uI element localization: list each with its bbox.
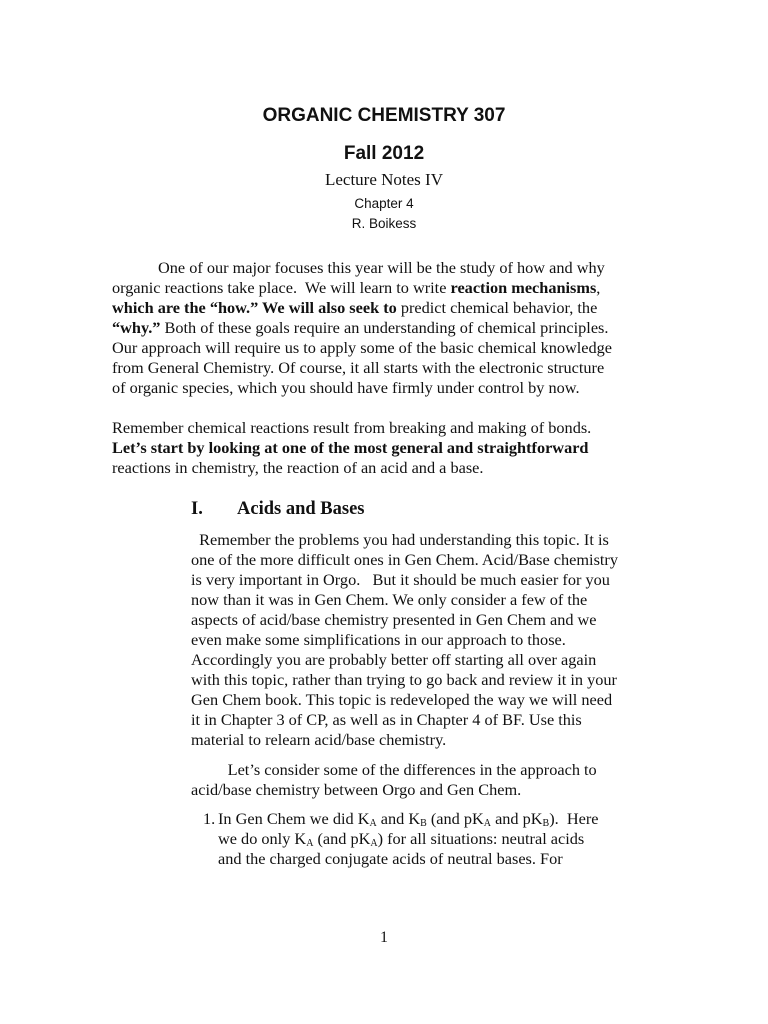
text-span: In Gen Chem we did K bbox=[218, 809, 370, 828]
subscript: A bbox=[483, 818, 491, 829]
intro-line: of organic species, which you should have firmly under control by now. bbox=[112, 378, 580, 397]
intro-line-emphasis: Let’s start by looking at one of the most general and straightforward bbox=[112, 438, 589, 457]
lecture-notes-label: Lecture Notes IV bbox=[324, 170, 443, 189]
section-line: with this topic, rather than trying to go back and review it in your bbox=[191, 670, 617, 689]
text-span: we do only K bbox=[218, 829, 307, 848]
intro-line: Remember chemical reactions result from breaking and making of bonds. bbox=[112, 418, 592, 437]
list-item-line: and the charged conjugate acids of neutral bases. For bbox=[218, 849, 563, 868]
text-span: organic reactions take place. We will learn to write bbox=[112, 278, 451, 297]
section-line: Remember the problems you had understanding this topic. It is bbox=[191, 530, 609, 549]
text-span: Both of these goals require an understanding of chemical principles. bbox=[160, 318, 609, 337]
section-line: now than it was in Gen Chem. We only consider a few of the bbox=[191, 590, 588, 609]
section-line: Let’s consider some of the differences in the approach to bbox=[191, 760, 597, 779]
text-span: ) for all situations: neutral acids bbox=[377, 829, 585, 848]
section-line: material to relearn acid/base chemistry. bbox=[191, 730, 447, 749]
section-line: acid/base chemistry between Orgo and Gen Chem. bbox=[191, 780, 522, 799]
section-number: I. bbox=[191, 499, 203, 519]
author-name: R. Boikess bbox=[351, 216, 417, 231]
section-line: even make some simplifications in our approach to those. bbox=[191, 630, 566, 649]
section-line: Gen Chem book. This topic is redeveloped the way we will need bbox=[191, 690, 613, 709]
text-span: , bbox=[596, 278, 601, 297]
text-span: (and pK bbox=[426, 809, 484, 828]
emphasis-how: which are the “how.” We will also seek to bbox=[112, 298, 397, 317]
section-line: it in Chapter 3 of CP, as well as in Chapter 4 of BF. Use this bbox=[191, 710, 582, 729]
emphasis-why: “why.” bbox=[112, 318, 161, 337]
text-span: and K bbox=[376, 809, 421, 828]
page-number: 1 bbox=[380, 929, 388, 946]
section-heading bbox=[191, 499, 364, 520]
section-line: is very important in Orgo. But it should be much easier for you bbox=[191, 570, 610, 589]
intro-line bbox=[112, 298, 597, 318]
subscript: A bbox=[306, 838, 314, 849]
term-heading: Fall 2012 bbox=[343, 143, 425, 164]
emphasis-reaction-mechanisms: reaction mechanisms bbox=[450, 278, 597, 297]
intro-line: reactions in chemistry, the reaction of an acid and a base. bbox=[112, 458, 484, 477]
intro-line: One of our major focuses this year will be the study of how and why bbox=[158, 258, 605, 277]
chapter-label: Chapter 4 bbox=[354, 196, 414, 211]
course-title: ORGANIC CHEMISTRY 307 bbox=[262, 105, 506, 126]
section-line: aspects of acid/base chemistry presented in Gen Chem and we bbox=[191, 610, 597, 629]
section-line: Accordingly you are probably better off starting all over again bbox=[191, 650, 597, 669]
text-span: ). Here bbox=[549, 809, 599, 828]
intro-line: Our approach will require us to apply some of the basic chemical knowledge bbox=[112, 338, 613, 357]
intro-line: from General Chemistry. Of course, it all starts with the electronic structure bbox=[112, 358, 605, 377]
intro-line bbox=[112, 278, 600, 298]
text-span: predict chemical behavior, the bbox=[396, 298, 598, 317]
section-line: one of the more difficult ones in Gen Chem. Acid/Base chemistry bbox=[191, 550, 618, 569]
subscript: B bbox=[542, 818, 550, 829]
subscript: A bbox=[370, 838, 378, 849]
intro-line bbox=[112, 318, 608, 338]
list-item-number: 1. bbox=[203, 809, 216, 828]
text-span: (and pK bbox=[313, 829, 371, 848]
subscript: B bbox=[420, 818, 427, 829]
text-span: and pK bbox=[491, 809, 543, 828]
subscript: A bbox=[369, 818, 377, 829]
section-title: Acids and Bases bbox=[237, 499, 365, 519]
